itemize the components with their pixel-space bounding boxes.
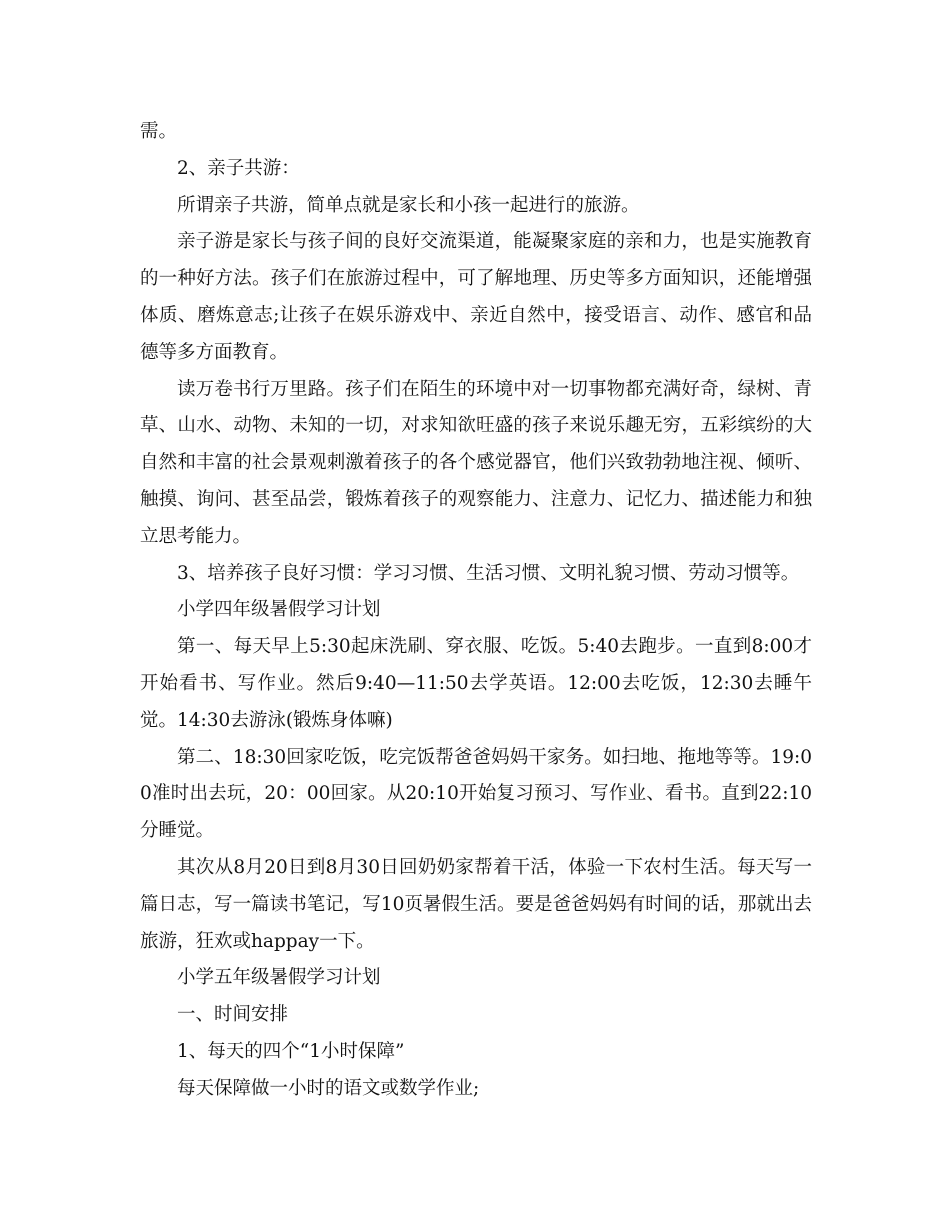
heading-four-hours: 1、每天的四个“1小时保障” bbox=[177, 1040, 405, 1062]
document-body bbox=[140, 114, 812, 1108]
heading-parent-child-travel: 2、亲子共游： bbox=[177, 157, 300, 179]
heading-time-arrangement: 一、时间安排 bbox=[177, 1004, 289, 1026]
paragraph-travel-benefits: 亲子游是家长与孩子间的良好交流渠道，能凝聚家庭的亲和力，也是实施教育的一种好方法。孩子们在旅游过程中，可了解地理、历史等多方面知识，还能增强体质、磨炼意志;让孩子在娱乐游戏中、亲近自然中，接受语言、动作、感官和品德等多方面教育。 bbox=[140, 231, 812, 363]
heading-grade-four-plan: 小学四年级暑假学习计划 bbox=[177, 599, 381, 621]
paragraph-good-habits: 3、培养孩子良好习惯：学习习惯、生活习惯、文明礼貌习惯、劳动习惯等。 bbox=[177, 562, 800, 584]
paragraph-schedule-second: 第二、18:30回家吃饭，吃完饭帮爸爸妈妈干家务。如扫地、拖地等等。19:00准时出去玩，20：00回家。从20:10开始复习预习、写作业、看书。直到22:10分睡觉。 bbox=[140, 746, 812, 842]
heading-grade-five-plan: 小学五年级暑假学习计划 bbox=[177, 967, 381, 989]
paragraph-schedule-first: 第一、每天早上5:30起床洗刷、穿衣服、吃饭。5:40去跑步。一直到8:00才开始看书、写作业。然后9:40—11:50去学英语。12:00去吃饭，12:30去睡午觉。14:30去游泳(锻炼身体嘛) bbox=[140, 636, 812, 731]
paragraph-continuation: 需。 bbox=[140, 121, 178, 142]
paragraph-travel-definition: 所谓亲子共游，简单点就是家长和小孩一起进行的旅游。 bbox=[177, 194, 640, 216]
paragraph-homework-hour: 每天保障做一小时的语文或数学作业; bbox=[177, 1077, 480, 1099]
paragraph-schedule-next: 其次从8月20日到8月30日回奶奶家帮着干活，体验一下农村生活。每天写一篇日志，写一篇读书笔记，写10页暑假生活。要是爸爸妈妈有时间的话，那就出去旅游，狂欢或happay一下。 bbox=[140, 856, 812, 952]
paragraph-reading-travel: 读万卷书行万里路。孩子们在陌生的环境中对一切事物都充满好奇，绿树、青草、山水、动物、未知的一切，对求知欲旺盛的孩子来说乐趣无穷，五彩缤纷的大自然和丰富的社会景观刺激着孩子的各个感觉器官，他们兴致勃勃地注视、倾听、触摸、询问、甚至品尝，锻炼着孩子的观察能力、注意力、记忆力、描述能力和独立思考能力。 bbox=[140, 378, 812, 547]
